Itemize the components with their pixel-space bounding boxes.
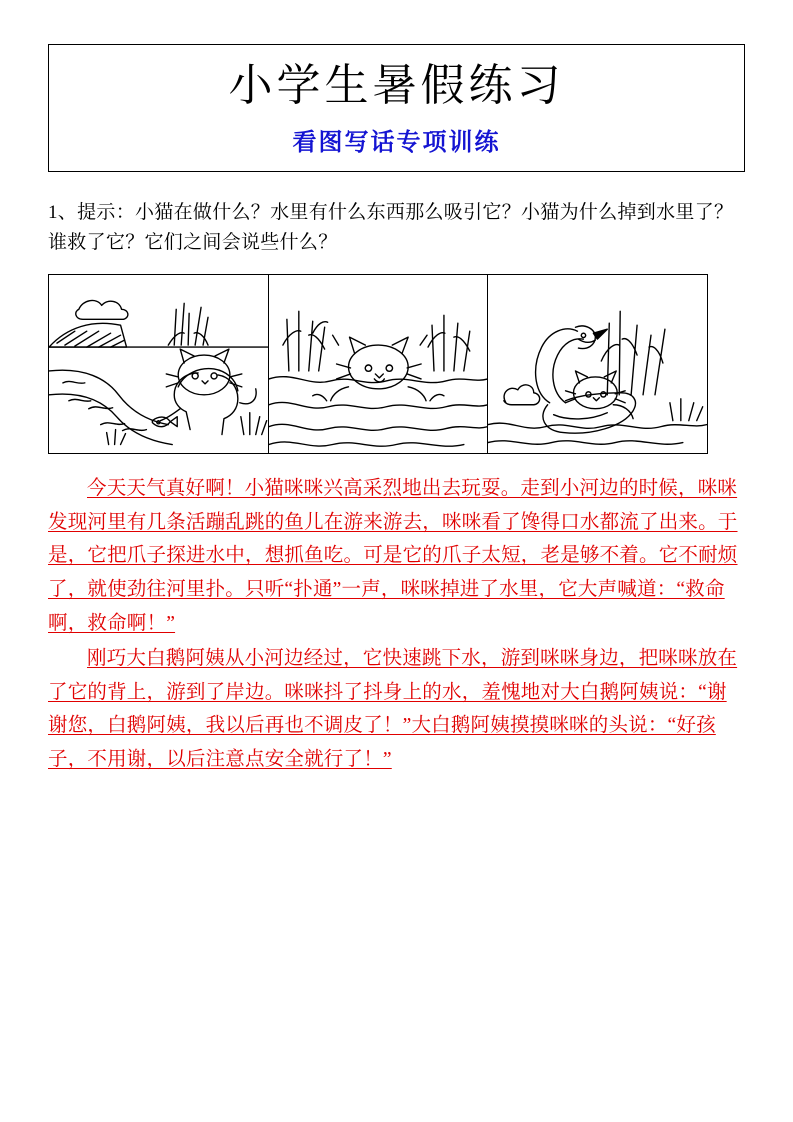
comic-strip — [48, 274, 708, 454]
panel-cat-at-riverbank — [49, 275, 269, 453]
story-paragraph-1-text: 今天天气真好啊！小猫咪咪兴高采烈地出去玩耍。走到小河边的时候，咪咪发现河里有几条活蹦乱跳的鱼儿在游来游去，咪咪看了馋得口水都流了出来。于是，它把爪子探进水中，想抓鱼吃。可是它的爪子太短，老是够不着。它不耐烦了，就使劲往河里扑。只听“扑通”一声，咪咪掉进了水里，它大声喊道：“救命啊，救命啊！” — [48, 478, 738, 634]
story-paragraph-2-text: 刚巧大白鹅阿姨从小河边经过，它快速跳下水，游到咪咪身边，把咪咪放在了它的背上，游到了岸边。咪咪抖了抖身上的水，羞愧地对大白鹅阿姨说：“谢谢您，白鹅阿姨，我以后再也不调皮了！”大白鹅阿姨摸摸咪咪的头说：“好孩子，不用谢，以后注意点安全就行了！” — [48, 648, 738, 770]
panel-cat-in-water — [269, 275, 489, 453]
prompt-text: 1、提示：小猫在做什么？水里有什么东西那么吸引它？小猫为什么掉到水里了？谁救了它？它们之间会说些什么？ — [48, 201, 734, 253]
panel-goose-rescues-cat — [488, 275, 707, 453]
story-text — [48, 472, 745, 776]
story-paragraph-1 — [48, 472, 745, 640]
title-box — [48, 44, 745, 172]
page-subtitle: 看图写话专项训练 — [292, 129, 501, 156]
page-title: 小学生暑假练习 — [228, 61, 565, 110]
story-paragraph-2 — [48, 642, 745, 776]
